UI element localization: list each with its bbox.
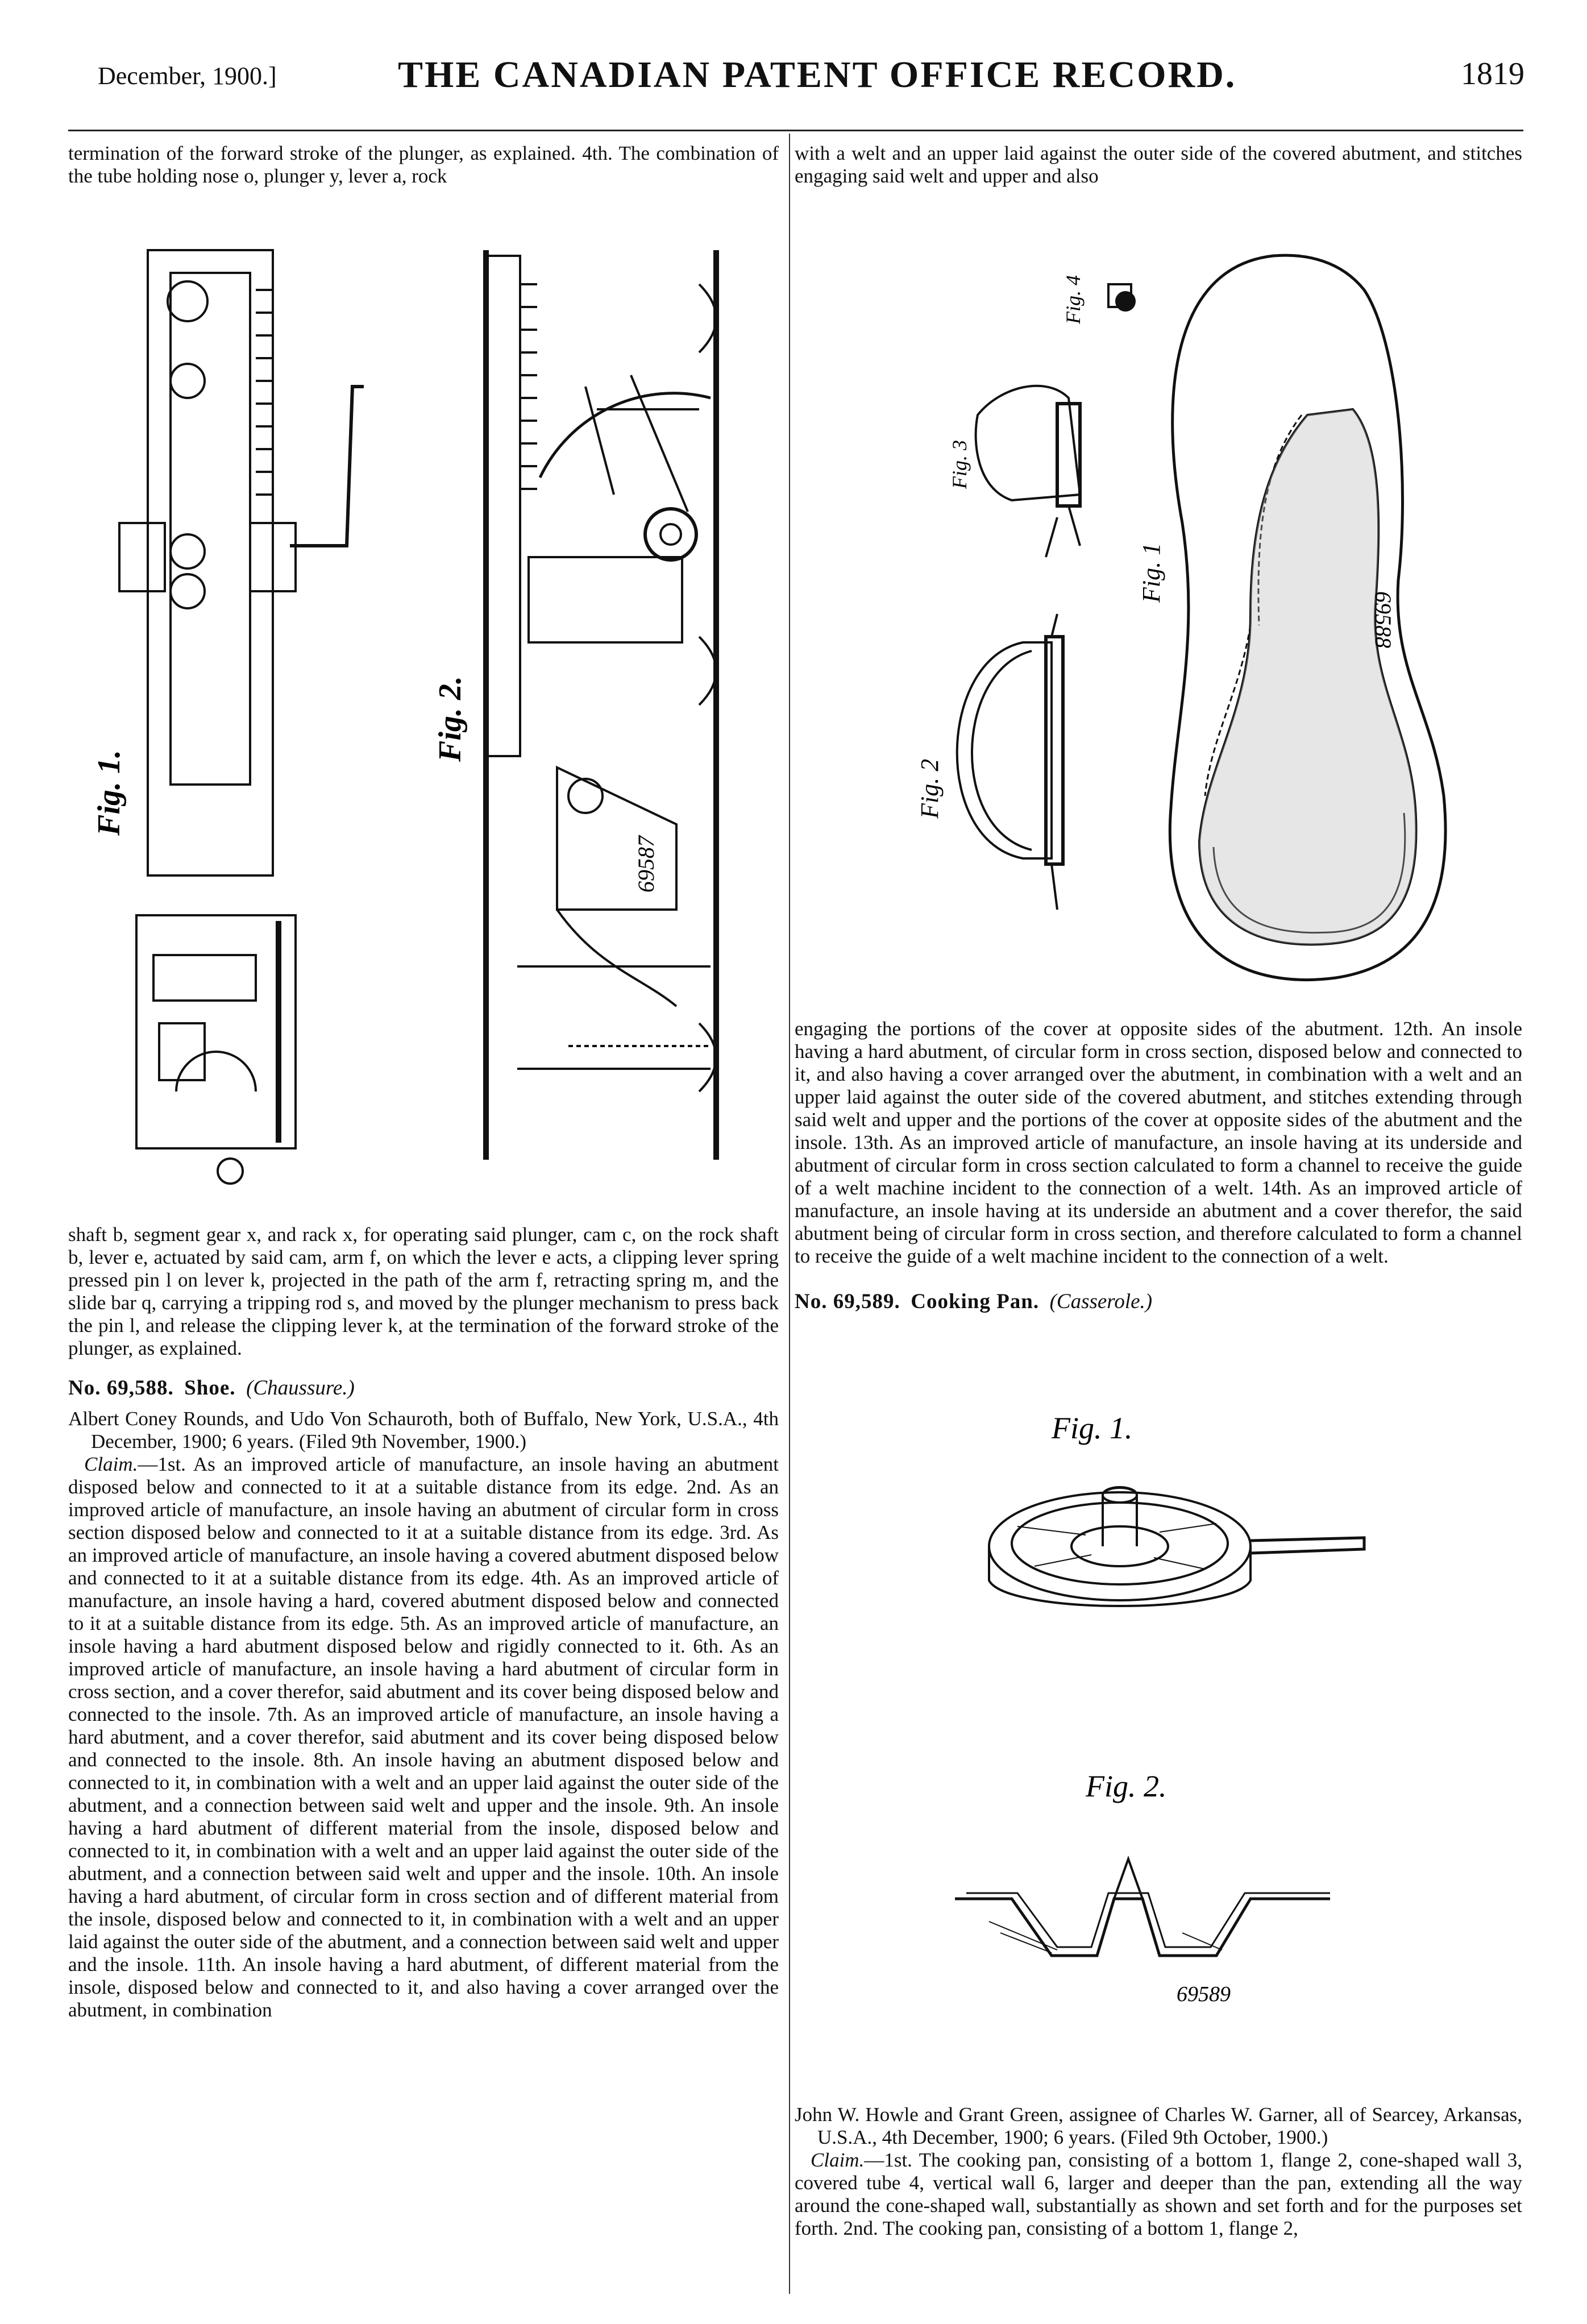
pan-fig2-label: Fig. 2. [1086,1769,1167,1803]
fig1-rack-teeth [256,290,273,495]
patent-number: No. 69,588. [68,1376,174,1400]
shoe-fig2-label: Fig. 2 [916,758,944,819]
left-top-text: termination of the forward stroke of the plunger, as explained. 4th. The combination of the tube holding nose o, plunger y, lever a, rock [68,142,779,187]
fig2-rack-teeth [520,284,537,489]
pan-figures [921,1404,1432,2030]
patent-69588-heading [68,1377,779,1400]
patent-69589-heading [795,1290,1522,1313]
machine-figures [85,239,784,1205]
shoe-fig4-label: Fig. 4 [1062,275,1085,324]
machine-serial-label: 69587 [633,836,659,893]
left-top-text-block [68,142,779,188]
shoe-fig3-label: Fig. 3 [948,440,971,489]
right-bottom [795,2103,1522,2240]
claims-69588 [68,1453,779,2022]
patent-name: Shoe. [184,1376,236,1400]
fig2-segment-gear [540,393,711,478]
pan-fig1 [989,1487,1364,1606]
page-number: 1819 [1461,56,1524,92]
fig1-inner [171,273,250,785]
header-date: December, 1900.] [98,62,277,90]
shoe-figures [807,227,1518,1012]
left-body [68,1223,779,2022]
patent-name: Cooking Pan. [911,1290,1040,1313]
claim-text: —1st. The cooking pan, consisting of a bottom 1, flange 2, cone-shaped wall 3, covered tube 4, vertical wall 6, larger and deeper than the pan, extending all the way around the cone-shaped wall, substantially as shown and set forth and for the purposes set forth. 2nd. The cooking pan, consisting of a bottom 1, flange 2, [795,2149,1522,2239]
left-continued-claim: shaft b, segment gear x, and rack x, for operating said plunger, cam c, on the rock shaft b, lever e, actuated by said cam, arm f, on which the lever e acts, a clipping lever spring pressed pin l on lever k, projected in the path of the arm f, retracting spring m, and the slide bar q, carrying a tripping rod s, and moved by the plunger mechanism to press back the pin l, and release the clipping lever k, at the termination of the forward stroke of the plunger, as explained. [68,1223,779,1359]
pan-drawing [921,1404,1432,2030]
shoe-fig1-label: Fig. 1 [1137,542,1165,603]
right-top-text: with a welt and an upper laid against the outer side of the covered abutment, and stitches engaging said welt and upper and also [795,142,1522,187]
claim-text: —1st. As an improved article of manufacture, an insole having an abutment disposed below and connected to it at a suitable distance from its edge. 2nd. As an improved article of manufacture, an insole having an abutment of circular form in cross section disposed below and connected to it at a suitable distance from its edge. 3rd. As an improved article of manufacture, an insole having a covered abutment disposed below and connected to it at a suitable distance from its edge. 4th. As an improved article of manufacture, an insole having a hard, covered abutment disposed below and connected to it at a suitable distance from its edge. 5th. As an improved article of manufacture, an insole having a hard abutment disposed below and rigidly connected to it. 6th. As an improved article of manufacture, an insole having a hard abutment of circular form in cross section, and a cover therefor, said abutment and its cover being disposed below and connected to the insole. 7th. As an improved article of manufacture, an insole having a hard abutment, and a cover therefor, said abutment and its cover being disposed below and connected to the insole. 8th. An insole having an abutment disposed below and connected to it, in combination with a welt and an upper laid against the outer side of the abutment, and a connection between said welt and upper and the insole. 9th. An insole having a hard abutment of different material from the insole, disposed below and connected to it, in combination with a welt and an upper laid against the outer side of the abutment, and a connection between said welt and upper and the insole. 10th. An insole having a hard abutment, of circular form in cross section and of different material from the insole, disposed below and connected to it, in combination with a welt and an upper laid against the outer side of the abutment, and a connection between said welt and upper and the insole. 11th. An insole having a hard abutment, of different material from the insole, disposed below and connected to it, and also having a cover arranged over the abutment, in combination [68,1453,779,2021]
shoe-drawing [807,227,1518,1012]
header-title: THE CANADIAN PATENT OFFICE RECORD. [398,54,1237,96]
patent-french: (Casserole.) [1049,1290,1153,1313]
fig2-label: Fig. 2. [433,676,468,762]
column-divider [789,134,790,2294]
machine-drawing [85,239,784,1205]
fig1-label: Fig. 1. [92,750,127,836]
right-top-text-block [795,142,1522,188]
claims-69589 [795,2149,1522,2240]
inventors-69588: Albert Coney Rounds, and Udo Von Schauroth, both of Buffalo, New York, U.S.A., 4th December, 1900; 6 years. (Filed 9th November, 1900.) [68,1408,779,1453]
header-rule [68,130,1523,131]
pan-fig1-label: Fig. 1. [1052,1411,1133,1445]
page-header [0,50,1587,101]
pan-fig2 [955,1859,1330,1956]
right-body [795,1018,1522,1313]
fig1-body [148,250,273,875]
shoe-serial-label: 69588 [1370,591,1396,648]
inventors-69589: John W. Howle and Grant Green, assignee of Charles W. Garner, all of Searcey, Arkansas, U.S.A., 4th December, 1900; 6 years. (Filed 9th October, 1900.) [795,2103,1522,2148]
right-continued-claim: engaging the portions of the cover at opposite sides of the abutment. 12th. An insole having a hard abutment, of circular form in cross section, disposed below and connected to it, and also having a cover arranged over the abutment, in combination with a welt and an upper laid against the outer side of the covered abutment, and stitches extending through said welt and upper and the portions of the cover at opposite sides of the abutment and the insole. 13th. As an improved article of manufacture, an insole having at its underside and abutment of circular form in cross section calculated to form a channel to receive the guide of a welt machine incident to the connection of a welt. 14th. As an improved article of manufacture, an insole having at its underside an abutment and a cover therefor, the said abutment being of circular form in cross section, and therefore calculated to form a channel to receive the guide of a welt machine incident to the connection of a welt. [795,1018,1522,1267]
claim-label: Claim. [84,1453,138,1475]
claim-label: Claim. [811,2149,865,2171]
patent-number: No. 69,589. [795,1290,900,1313]
patent-french: (Chaussure.) [246,1376,355,1400]
pan-serial-label: 69589 [1177,1982,1231,2006]
